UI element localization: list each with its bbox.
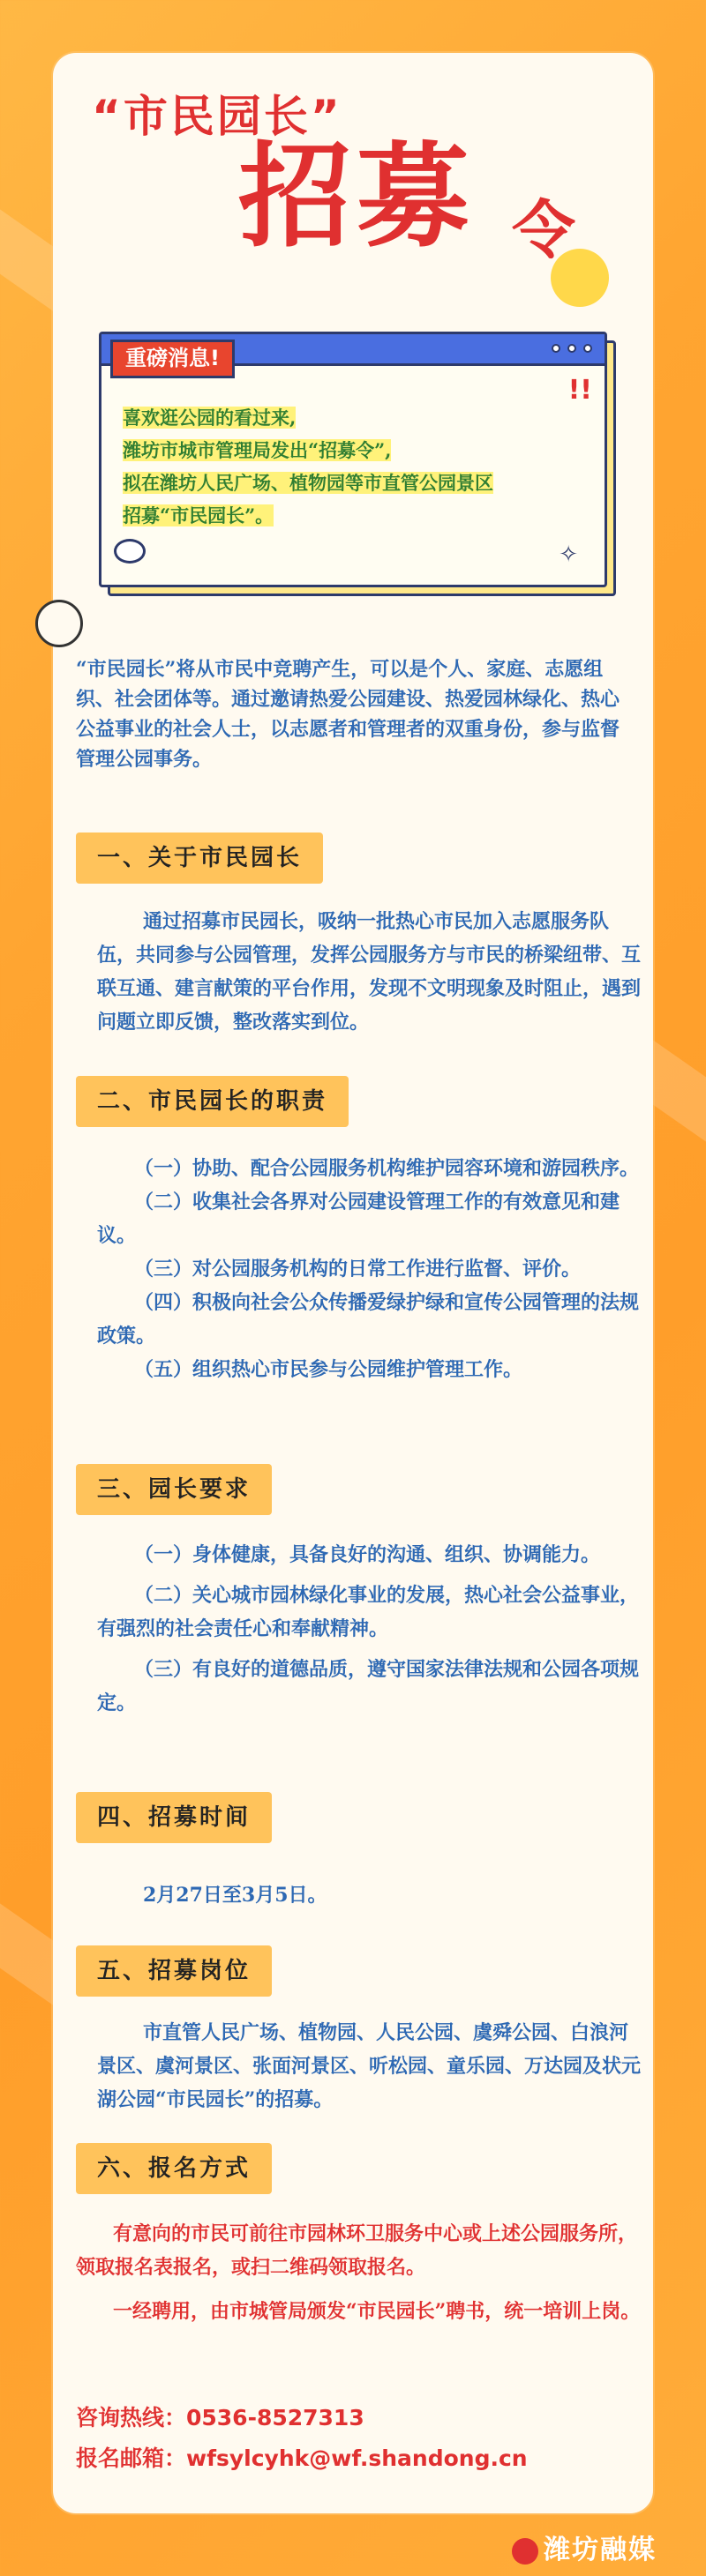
- news-window: [99, 332, 616, 596]
- section-title-positions: 五、招募岗位: [76, 1945, 272, 1997]
- requirement-item: （二）关心城市园林绿化事业的发展，热心社会公益事业，有强烈的社会责任心和奉献精神。: [97, 1584, 640, 1640]
- section-body-positions: 市直管人民广场、植物园、人民公园、虞舜公园、白浪河景区、虞河景区、张面河景区、听松园、童乐园、万达园及状元湖公园“市民园长”的招募。: [97, 2021, 642, 2111]
- news-text: [123, 401, 569, 532]
- news-line: 喜欢逛公园的看过来,: [123, 407, 297, 429]
- exclamation-icon: !!: [567, 375, 592, 406]
- duty-item: （五）组织热心市民参与公园维护管理工作。: [134, 1358, 523, 1381]
- brand-logo: [512, 2527, 657, 2566]
- headline-subtitle: “市民园长”: [92, 91, 342, 142]
- section-title-requirements: 三、园长要求: [76, 1464, 272, 1515]
- contact-hotline: 咨询热线：0536-8527313: [76, 2405, 364, 2430]
- intro-paragraph: “市民园长”将从市民中竞聘产生，可以是个人、家庭、志愿组织、社会团体等。通过邀请热爱公园建设、热爱园林绿化、热心公益事业的社会人士，以志愿者和管理者的双重身份，参与监督管理公园事务。: [76, 658, 620, 771]
- news-line: 招募“市民园长”。: [123, 504, 274, 526]
- duty-item: （一）协助、配合公园服务机构维护园容环境和游园秩序。: [134, 1157, 640, 1180]
- contact-email: 报名邮箱：wfsylcyhk@wf.shandong.cn: [76, 2445, 528, 2471]
- duty-item: （三）对公园服务机构的日常工作进行监督、评价。: [134, 1258, 582, 1281]
- section-title-signup: 六、报名方式: [76, 2143, 272, 2194]
- logo-icon: [512, 2538, 538, 2565]
- duty-item: （二）收集社会各界对公园建设管理工作的有效意见和建议。: [97, 1191, 620, 1247]
- section-body-requirements: [97, 1538, 644, 1720]
- window-dots-icon: [552, 344, 592, 353]
- duty-item: （四）积极向社会公众传播爱绿护绿和宣传公园管理的法规政策。: [97, 1291, 640, 1348]
- section-title-duties: 二、市民园长的职责: [76, 1076, 349, 1127]
- section-body-about: 通过招募市民园长，吸纳一批热心市民加入志愿服务队伍，共同参与公园管理，发挥公园服务方与市民的桥梁纽带、互联互通、建言献策的平台作用，发现不文明现象及时阻止，遇到问题立即反馈，整改落实到位。: [97, 910, 642, 1034]
- section-title-about: 一、关于市民园长: [76, 833, 323, 884]
- news-tag: 重磅消息!: [110, 340, 235, 378]
- sparkle-icon: ✧: [559, 541, 578, 568]
- section-body-duties: [97, 1152, 644, 1386]
- headline-title: 招募: [238, 131, 476, 263]
- speech-bubble-icon: [114, 539, 146, 564]
- signup-item: 一经聘用，由市城管局颁发“市民园长”聘书，统一培训上岗。: [113, 2300, 641, 2323]
- section-body-time: 2月27日至3月5日。: [143, 1884, 327, 1907]
- news-window-panel: [99, 332, 607, 587]
- requirement-item: （三）有良好的道德品质，遵守国家法律法规和公园各项规定。: [97, 1658, 640, 1714]
- logo-text: 潍坊融媒: [544, 2535, 657, 2565]
- requirement-item: （一）身体健康，具备良好的沟通、组织、协调能力。: [134, 1543, 601, 1566]
- news-line: 拟在潍坊人民广场、植物园等市直管公园景区: [123, 472, 493, 494]
- headline-title-tail: 令: [512, 193, 576, 267]
- decorative-circle: [35, 600, 83, 647]
- signup-item: 有意向的市民可前往市园林环卫服务中心或上述公园服务所，领取报名表报名，或扫二维码领取报名。: [76, 2222, 638, 2279]
- section-body-signup: [76, 2217, 641, 2328]
- section-title-time: 四、招募时间: [76, 1792, 272, 1843]
- news-line: 潍坊市城市管理局发出“招募令”,: [123, 439, 392, 461]
